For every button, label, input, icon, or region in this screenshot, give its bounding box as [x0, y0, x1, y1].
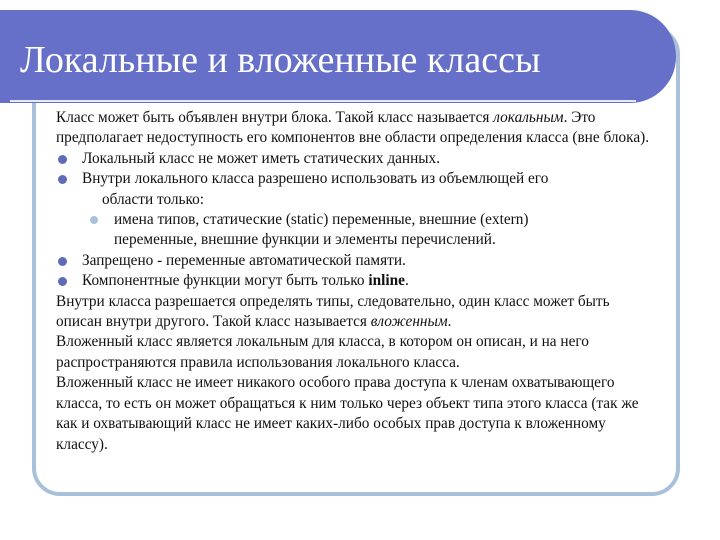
sub-bullet-item-allowed-names — [56, 210, 656, 251]
bullet-text: имена типов, статические (static) переменные, внешние (extern) — [114, 211, 529, 229]
bullet-text: Локальный класс не может иметь статических данных. — [82, 149, 441, 167]
paragraph-text: . — [447, 313, 452, 331]
bullet-icon — [58, 175, 67, 184]
bullet-text: Запрещено - переменные автоматической памяти. — [82, 251, 406, 269]
paragraph-text: Внутри класса разрешается определять типы, следовательно, один класс может быть описан внутри другого. Такой класс называется — [56, 292, 610, 331]
bullet-text: Внутри локального класса разрешено использовать из объемлющей его — [82, 170, 549, 188]
paragraph-text: Класс может быть объявлен внутри блока. Такой класс называется — [56, 109, 494, 126]
term-nested: вложенным — [370, 313, 448, 331]
bullet-item-inline — [56, 271, 656, 291]
bullet-item-forbidden — [56, 251, 656, 271]
bullet-item-allowed-scope — [56, 169, 656, 210]
keyword-inline: inline — [368, 272, 405, 290]
title-underline — [10, 100, 636, 102]
bullet-icon — [58, 155, 67, 164]
slide-title: Локальные и вложенные классы — [20, 39, 541, 81]
paragraph-nested-access: Вложенный класс не имеет никакого особого права доступа к членам охватывающего класса, то есть он может обращаться к ним только через объект типа этого класса (так же как и охватывающий класс не имеет каких-либо особых прав доступа к вложенному классу). — [56, 374, 639, 453]
bullet-item-static-data — [56, 149, 656, 169]
bullet-text: Компонентные функции могут быть только — [82, 272, 369, 290]
paragraph-local-class — [56, 108, 656, 149]
bullet-text-continued: переменные, внешние функции и элементы перечислений. — [114, 231, 496, 249]
paragraph-text: . Это предполагает недоступность его компонентов вне области определения класса (вне блока). — [56, 109, 650, 147]
slide-content — [56, 108, 656, 455]
paragraph-nested-class — [56, 292, 656, 333]
bullet-text: . — [404, 272, 409, 290]
bullet-text-continued: области только: — [102, 190, 205, 208]
title-banner — [0, 10, 676, 103]
paragraph-nested-local: Вложенный класс является локальным для класса, в котором он описан, и на него распространяются правила использования локального класса. — [56, 333, 589, 371]
bullet-icon — [58, 277, 67, 286]
bullet-icon — [58, 257, 67, 266]
term-local: локальным — [493, 109, 564, 126]
sub-bullet-icon — [90, 216, 98, 224]
